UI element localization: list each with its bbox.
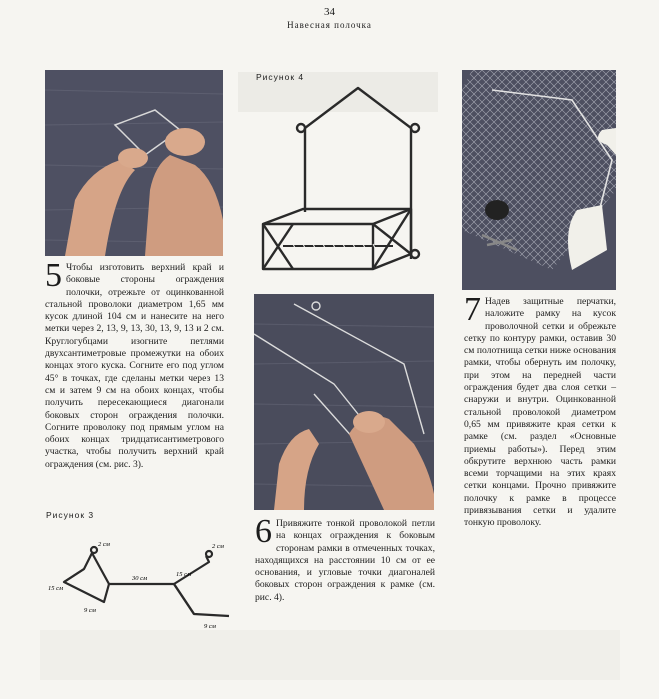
step-6 [255,513,435,604]
figure4-caption: Рисунок 4 [256,72,305,82]
running-title: Навесная полочка [287,20,372,30]
photo-gloves-mesh [462,70,616,290]
photo-attaching-frame [254,294,434,510]
figure3-label-left-side: 15 см [48,585,64,592]
step-7-number: 7 [464,291,481,328]
figure3-label-middle: 30 см [132,575,148,582]
wire-bending-drawing [44,524,244,644]
page-number: 34 [324,6,335,18]
step-6-number: 6 [255,513,272,550]
figure3-label-top-right: 2 см [212,543,224,550]
step-5-number: 5 [45,257,62,294]
figure3-label-bottom-left: 9 см [84,607,96,614]
step-7 [464,291,616,530]
step-7-text: Надев защитные перчатки, наложите рамку на кусок проволочной сетки и обрежьте сетку по контуру рамки, оставив 30 см полотнища сетки ниже основания рамки, чтобы обернуть им полочку, при этом на передней части ограждения будет два слоя сетки – снаружи и внутри. Оцинкованной стальной проволокой диаметром 0,65 мм привяжите края сетки к рамке (см. раздел «Основные приемы работы»). Перед этим обкрутите верхнюю часть рамки всеми торчащими на этих краях сетки концами. Прочно привяжите полочку к рамке в процессе привязывания сетки и удалите тонкую проволоку. [464,296,616,529]
figure4-shelf-frame-diagram [253,84,433,284]
photo-bending-wire [45,70,223,256]
figure3-label-right-side: 15 см [176,571,192,578]
shelf-frame-drawing [253,84,433,284]
figure3-label-top-left: 2 см [98,541,110,548]
step-5-text: Чтобы изготовить верхний край и боковые стороны ограждения полочки, отрежьте от оцинкованной стальной проволоки диаметром 1,65 мм кусок длиной 104 см и нанесите на него метки через 2, 13, 9, 13, 30, 13, 9, 13 и 2 см. Круглогубцами изогните петлями двухсантиметровые промежутки на обоих концах этого куска. Согните его под углом 45° в точках, где сделаны метки через 13 см и затем 9 см на обоих концах, чтобы получить пересекающиеся диагонали боковых сторон ограждения полочки. Согните проволоку под прямым углом на обоих концах тридцатисантиметрового участка, чтобы получить верхний край ограждения (см. рис. 3). [45,262,224,470]
page-header [0,6,659,31]
step-5 [45,257,224,471]
figure3-caption: Рисунок 3 [46,510,95,520]
figure3-wire-bending-diagram [44,524,244,644]
figure3-label-bottom-right: 9 см [204,623,216,630]
step-6-text: Привяжите тонкой проволокой петли на концах ограждения к боковым сторонам рамки в отмеченных точках, находящихся на расстоянии 10 см от ее основания, и угловые точки диагоналей боковых сторон ограждения к рамке (см. рис. 4). [255,518,435,603]
